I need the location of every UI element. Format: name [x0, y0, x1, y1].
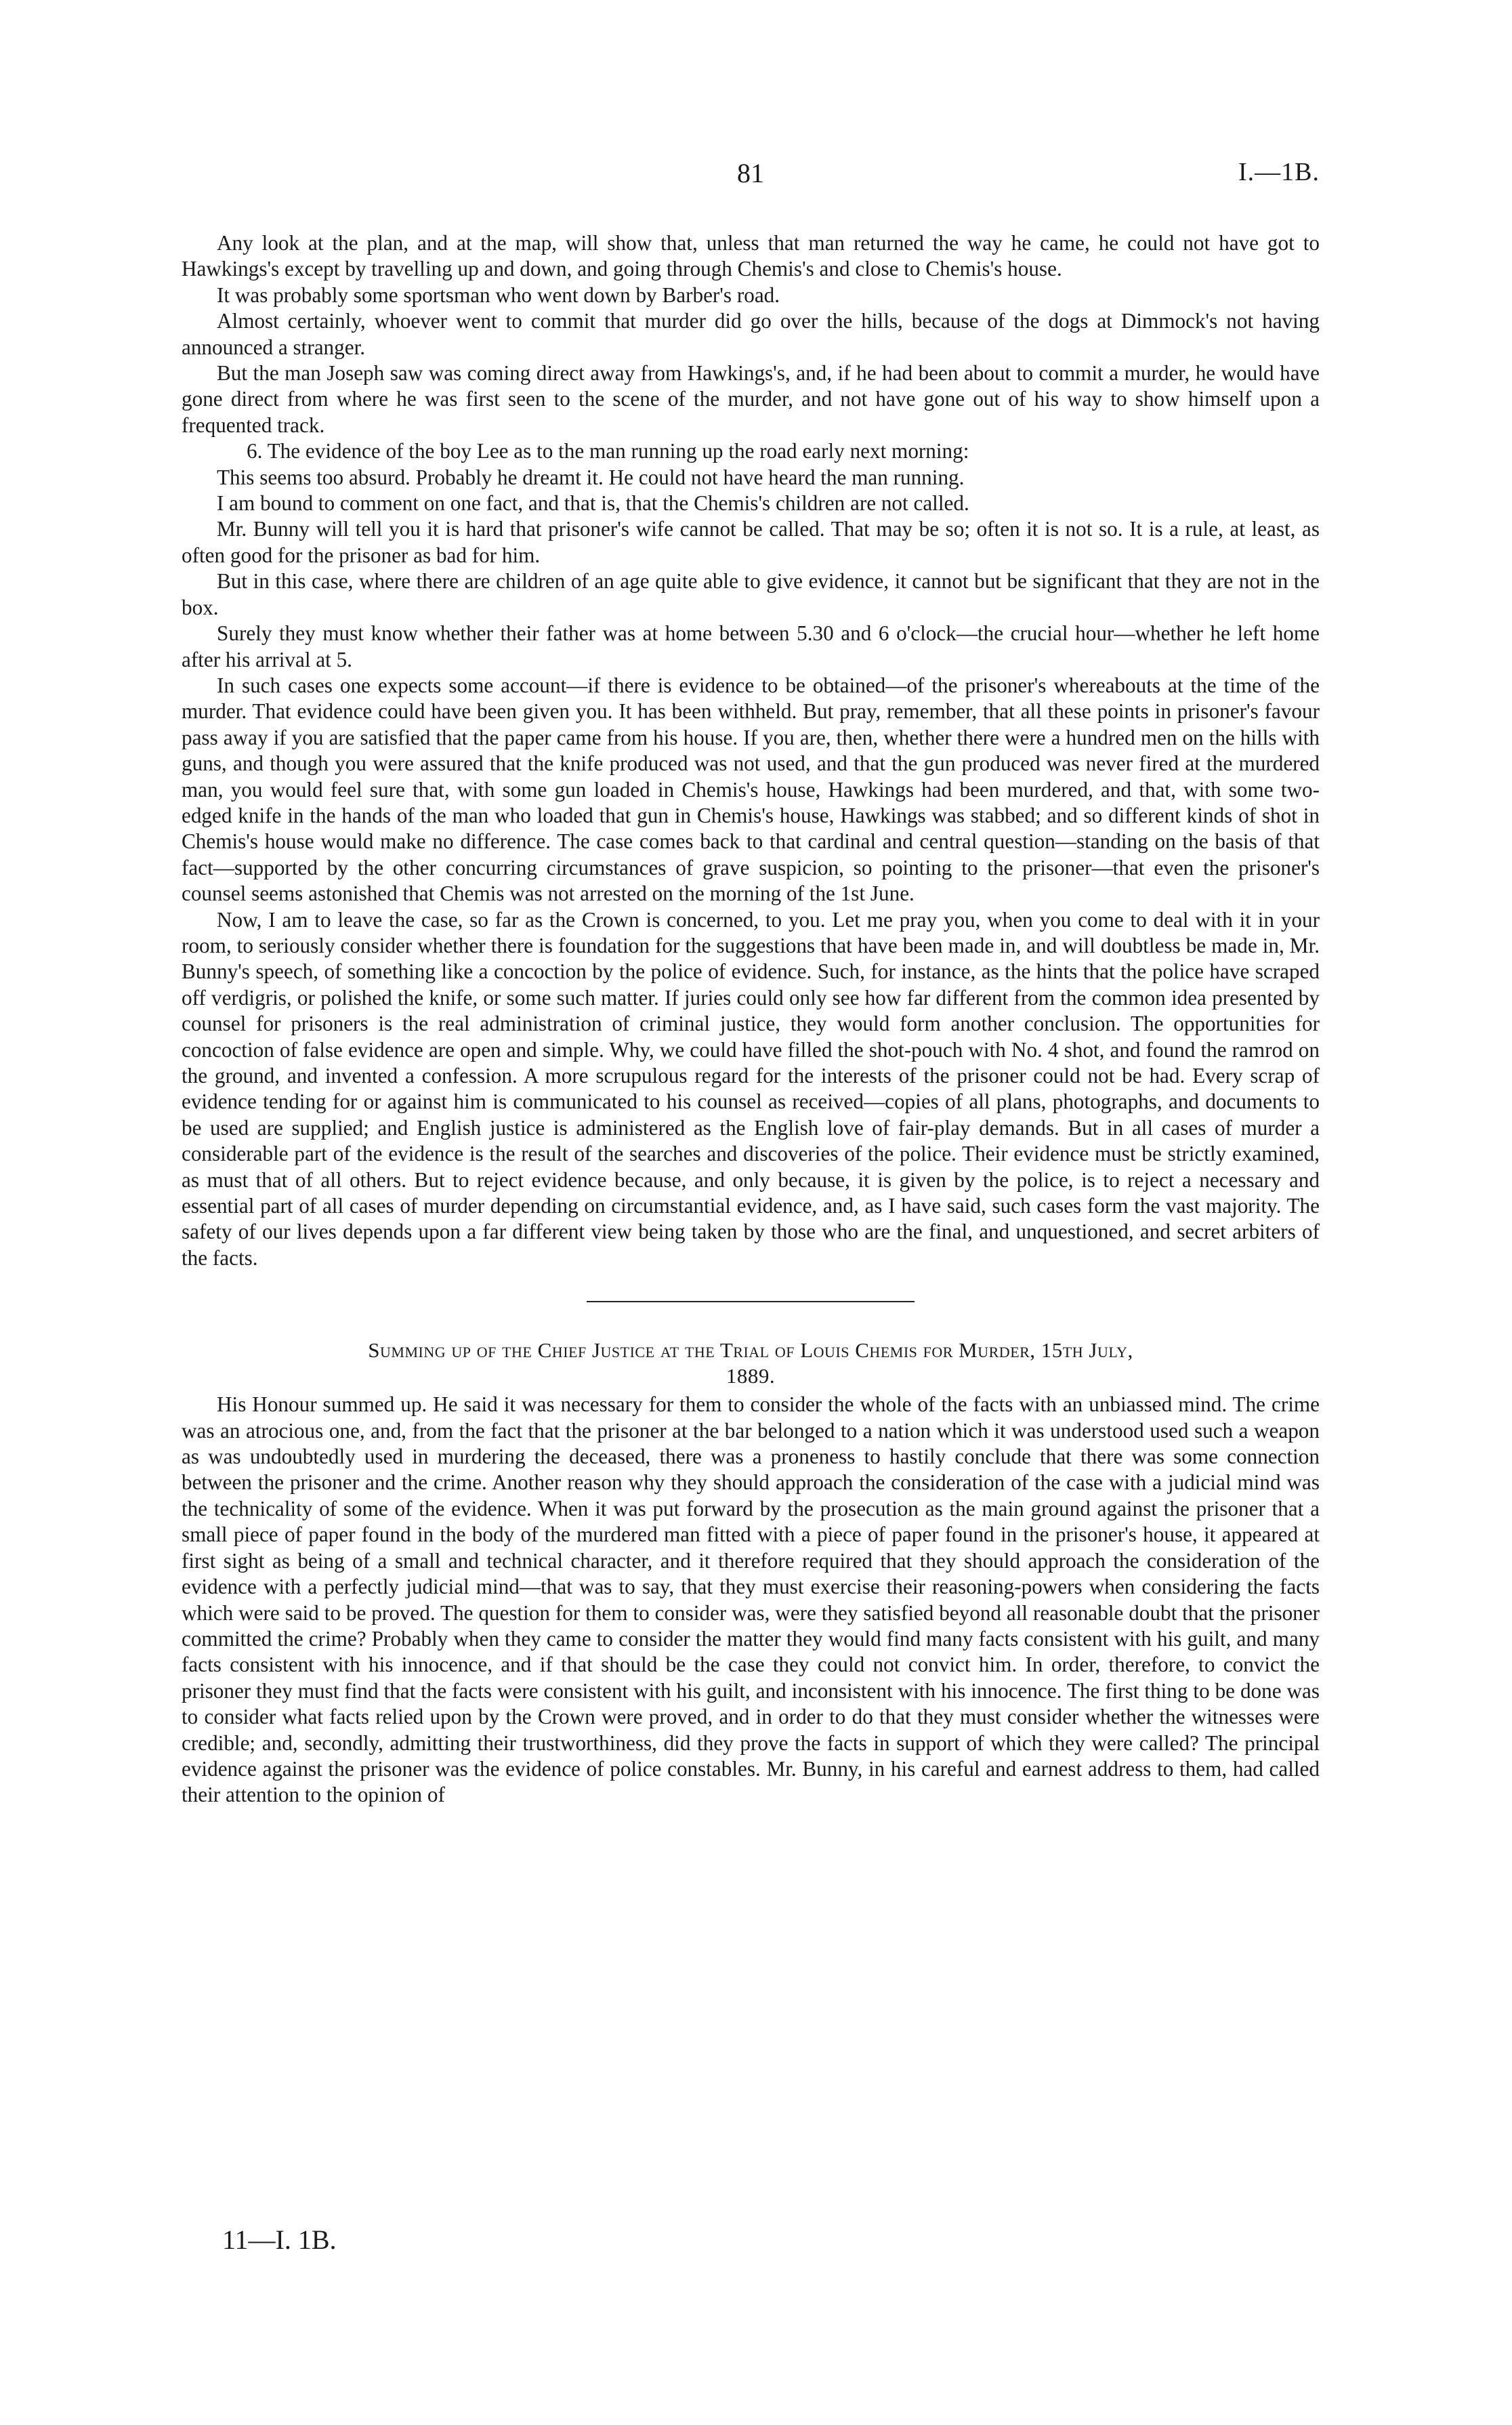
- section-heading-line-2: 1889.: [726, 1364, 776, 1388]
- section-heading-line-1: Summing up of the Chief Justice at the Trial of Louis Chemis for Murder, 15th July,: [368, 1338, 1133, 1363]
- paragraph: Almost certainly, whoever went to commit that murder did go over the hills, because of the dogs at Dimmock's not having announced a stranger.: [182, 309, 1320, 359]
- paragraph: In such cases one expects some account—if there is evidence to be obtained—of the prisoner's whereabouts at the time of the murder. That evidence could have been given you. It has been withheld. But pray, remember, that all these points in prisoner's favour pass away if you are satisfied that the paper came from his house. If you are, then, whether there were a hundred men on the hills with guns, and though you were assured that the knife produced was not used, and that the gun produced was never fired at the murdered man, you would feel sure that, with some gun loaded in Chemis's house, Hawkings had been murdered, and that, with some two-edged knife in the hands of the man who loaded that gun in Chemis's house, Hawkings was stabbed; and so different kinds of shot in Chemis's house would make no difference. The case comes back to that cardinal and central question—standing on the basis of that fact—supported by the other concurring circumstances of grave suspicion, so pointing to the prisoner—that even the prisoner's counsel seems astonished that Chemis was not arrested on the morning of the 1st June.: [182, 673, 1320, 906]
- section-heading: [182, 1338, 1320, 1389]
- paragraph: But the man Joseph saw was coming direct away from Hawkings's, and, if he had been about to commit a murder, he would have gone direct from where he was first seen to the scene of the murder, and not have gone out of his way to show himself upon a frequented track.: [182, 361, 1320, 437]
- paragraph: This seems too absurd. Probably he dreamt it. He could not have heard the man running.: [217, 465, 965, 489]
- document-reference: I.—1B.: [1238, 158, 1320, 186]
- page-number: 81: [737, 158, 764, 188]
- section-divider: [587, 1301, 915, 1302]
- paragraph: I am bound to comment on one fact, and that is, that the Chemis's children are not called.: [217, 491, 969, 516]
- paragraph: Any look at the plan, and at the map, will show that, unless that man returned the way he came, he could not have got to Hawkings's except by travelling up and down, and going through Chemis's and close to Chemis's house.: [182, 231, 1320, 281]
- page-header: [182, 157, 1320, 191]
- paragraph: Mr. Bunny will tell you it is hard that prisoner's wife cannot be called. That may be so; often it is not so. It is a rule, at least, as often good for the prisoner as bad for him.: [182, 517, 1320, 567]
- paragraph: 6. The evidence of the boy Lee as to the man running up the road early next morning:: [247, 439, 969, 463]
- page-body: [182, 230, 1320, 1808]
- paragraph: Surely they must know whether their father was at home between 5.30 and 6 o'clock—the crucial hour—whether he left home after his arrival at 5.: [182, 621, 1320, 671]
- footer-signature: 11—I. 1B.: [222, 2224, 337, 2255]
- paragraph: But in this case, where there are children of an age quite able to give evidence, it cannot but be significant that they are not in the box.: [182, 569, 1320, 619]
- paragraph: It was probably some sportsman who went down by Barber's road.: [217, 283, 780, 307]
- paragraph: Now, I am to leave the case, so far as the Crown is concerned, to you. Let me pray you, when you come to deal with it in your room, to seriously consider whether there is foundation for the suggestions that have been made in, and will doubtless be made in, Mr. Bunny's speech, of something like a concoction by the police of evidence. Such, for instance, as the hints that the police have scraped off verdigris, or polished the knife, or some such matter. If juries could only see how far different from the common idea presented by counsel for prisoners is the real administration of criminal justice, they would form another conclusion. The opportunities for concoction of false evidence are open and simple. Why, we could have filled the shot-pouch with No. 4 shot, and found the ramrod on the ground, and invented a confession. A more scrupulous regard for the interests of the prisoner could not be had. Every scrap of evidence tending for or against him is communicated to his counsel as received—copies of all plans, photographs, and documents to be used are supplied; and English justice is administered as the English love of fair-play demands. But in all cases of murder a considerable part of the evidence is the result of the searches and discoveries of the police. Their evidence must be strictly examined, as must that of all others. But to reject evidence because, and only because, it is given by the police, is to reject a necessary and essential part of all cases of murder depending on circumstantial evidence, and, as I have said, such cases form the vast majority. The safety of our lives depends upon a far different view being taken by those who are the final, and unquestioned, and secret arbiters of the facts.: [182, 907, 1320, 1270]
- paragraph: His Honour summed up. He said it was necessary for them to consider the whole of the facts with an unbiassed mind. The crime was an atrocious one, and, from the fact that the prisoner at the bar belonged to a nation which it was understood used such a weapon as was undoubtedly used in murdering the deceased, there was a proneness to hastily conclude that there was some connection between the prisoner and the crime. Another reason why they should approach the consideration of the case with a judicial mind was the technicality of some of the evidence. When it was put forward by the prosecution as the main ground against the prisoner that a small piece of paper found in the body of the murdered man fitted with a piece of paper found in the prisoner's house, it appeared at first sight as being of a small and technical character, and it therefore required that they should approach the consideration of the evidence with a perfectly judicial mind—that was to say, that they must exercise their reasoning-powers when considering the facts which were said to be proved. The question for them to consider was, were they satisfied beyond all reasonable doubt that the prisoner committed the crime? Probably when they came to consider the matter they would find many facts consistent with his guilt, and many facts consistent with his innocence, and if that should be the case they could not convict him. In order, therefore, to convict the prisoner they must find that the facts were consistent with his guilt, and inconsistent with his innocence. The first thing to be done was to consider what facts relied upon by the Crown were proved, and in order to do that they must consider whether the witnesses were credible; and, secondly, admitting their trustworthiness, did they prove the facts in support of which they were called? The principal evidence against the prisoner was the evidence of police constables. Mr. Bunny, in his careful and earnest address to them, had called their attention to the opinion of: [182, 1392, 1320, 1807]
